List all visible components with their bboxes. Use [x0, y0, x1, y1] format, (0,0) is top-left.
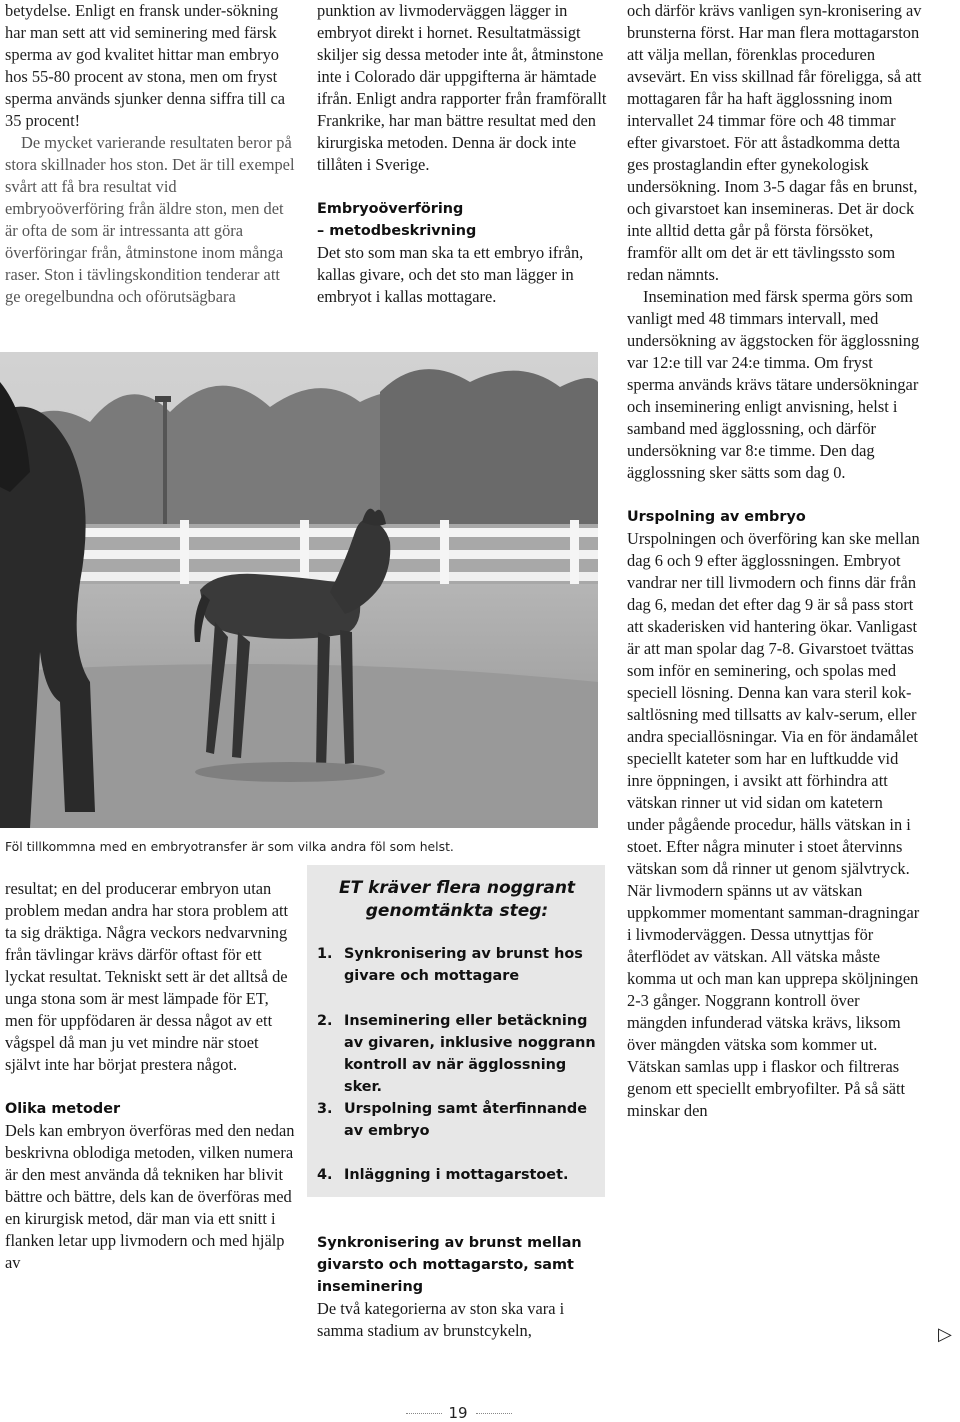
column-top-left [5, 0, 295, 308]
section-heading-line: Embryoöverföring [317, 201, 464, 217]
continue-arrow-icon: ▷ [938, 1324, 952, 1345]
section-heading-methods: Olika metoder [5, 1101, 121, 1117]
body-paragraph: resultat; en del producerar embryon utan problem medan andra har stora problem att ta sig dräktiga. Några veckors nedvarvning från tävlingar krävs därför oftast för ett lyckat resultat. Tekniskt sett är det alltså de unga stona som är mest lämpade för ET, men för uppfödaren är dessa något av ett vågspel då man ju vet mindre när stoet självt inte har börjat prestera något. [5, 879, 289, 1074]
fact-box-step [317, 1164, 599, 1186]
page-number: 19 [448, 1404, 468, 1422]
fact-box [307, 865, 605, 1197]
step-number: 2. [317, 1013, 333, 1029]
step-number: 1. [317, 946, 333, 962]
column-bottom-left [5, 878, 295, 1274]
body-paragraph: betydelse. Enligt en fransk under-sökning har man sett att vid seminering med färsk sperma av god kvalitet hittar man embryo hos 55-80 procent av stona, men om fryst sperma används sjunker denna siffra till ca 35 procent! [5, 1, 286, 130]
body-paragraph: Urspolningen och överföring kan ske mellan dag 6 och 9 efter ägglossningen. Embryot vandrar ner till livmodern och finns där från dag 6, medan det efter dag 9 är så pass stort att skaderisken vid hantering ökar. Vanligast är att man spolar dag 7-8. Givarstoet tvättas som inför en seminering, och spolas med speciell lösning. Denna kan vara steril kok-saltlösning med tillsatts av kalv-serum, eller andra speciallösningar. Via en för ändamålet speciellt kateter som har en luftkudde vid inre öppningen, i avsikt att förhindra att vätskan rinner ut vid sidan om katetern under pågående procedur, hälls vätskan in i stoet. Efter några minuter i stoet återvinns vätskan som då rinner ut genom självtryck. När livmodern spänns ut av vätskan uppkommer momentant samman-dragningar i livmoderväggen. Dessa utnyttjas för återflödet av vätskan. All vätska måste komma ut och man kan upprepa sköljningen 2-3 gånger. Noggrann kontroll över mängden infunderad vätska krävs, liksom över mängden vätska som kommer ut. Vätskan samlas upp i flaskor och filtreras genom ett speciellt embryofilter. På så sätt minskar den [627, 529, 920, 1120]
step-text: Synkronisering av brunst hos givare och mottagare [344, 946, 583, 984]
body-paragraph: De mycket varierande resultaten beror på stora skillnader hos ston. Det är till exempel svårt att få bra resultat vid embryoöverföring från äldre ston, men det är ofta de som är intressanta att göra överföringar från, åtminstone inom många raser. Ston i tävlingskondition tenderar att ge oregelbundna och oförutsägbara [5, 133, 295, 306]
section-heading-flushing: Urspolning av embryo [627, 509, 806, 525]
footer-rule-left [406, 1413, 442, 1414]
foal-photo [0, 352, 598, 828]
step-number: 4. [317, 1167, 333, 1183]
section-heading-line: – metodbeskrivning [317, 223, 477, 239]
column-top-middle [317, 0, 607, 308]
photo-caption: Föl tillkommna med en embryotransfer är som vilka andra föl som helst. [5, 839, 454, 854]
section-heading-synchronisation: Synkronisering av brunst mellan givarsto och mottagarsto, samt inseminering [317, 1235, 582, 1295]
step-text: Urspolning samt återfinnande av embryo [344, 1101, 587, 1139]
column-right [627, 0, 922, 1122]
fact-box-step [317, 1010, 599, 1098]
step-text: Inläggning i mottagarstoet. [344, 1167, 569, 1183]
fact-box-title: ET kräver flera noggrant genomtänkta steg: [338, 878, 576, 921]
body-paragraph: De två kategorierna av ston ska vara i samma stadium av brunstcykeln, [317, 1299, 565, 1340]
step-number: 3. [317, 1101, 333, 1117]
body-paragraph: Dels kan embryon överföras med den nedan beskrivna oblodiga metoden, vilken numera är den mest använda då tekniken har blivit bättre och bättre, dels kan de överföras med en kirurgisk metod, där man via ett snitt i flanken letar upp livmodern och med hjälp av [5, 1121, 295, 1272]
body-paragraph: Insemination med färsk sperma görs som vanligt med 48 timmars intervall, med undersökning av äggstocken för ägglossning var 12:e till var 24:e timma. Om fryst sperma används krävs tätare undersökningar och inseminering enligt anvisning, helst i samband med ägglossning, och därför undersökning var 8:e timme. Den dag ägglossning sker sätts som dag 0. [627, 287, 920, 482]
body-paragraph: Det sto som man ska ta ett embryo ifrån, kallas givare, och det sto man lägger in embryot i kallas mottagare. [317, 243, 584, 306]
fact-box-step [317, 943, 599, 987]
body-paragraph: punktion av livmoderväggen lägger in embryot direkt i hornet. Resultatmässigt skiljer sig dessa metoder inte åt, åtminstone inte i Colorado där uppgifterna är hämtade ifrån. Enligt andra rapporter från framförallt Frankrike, har man bättre resultat med den kirurgiska metoden. Denna är dock inte tillåten i Sverige. [317, 1, 607, 174]
body-paragraph: och därför krävs vanligen syn-kronisering av brunsterna först. Har man flera mottagarston att välja mellan, förenklas proceduren avsevärt. En viss skillnad får föreligga, så att mottagaren får ha haft ägglossning inom intervallet 24 timmar före och 48 timmar efter givarstoet. För att åstadkomma detta ges prostaglandin efter gynekologisk undersökning. Inom 3-5 dagar fås en brunst, och givarstoet kan insemineras. Det är dock inte alltid detta går på första försöket, framför allt om det är ett tävlingssto som redan nämnts. [627, 1, 922, 284]
section-heading-method [317, 198, 607, 242]
foal-photo-image [0, 352, 598, 828]
footer-rule-right [476, 1413, 512, 1414]
step-text: Inseminering eller betäckning av givaren, inklusive noggrann kontroll av när ägglossning sker. [344, 1013, 596, 1095]
fact-box-step [317, 1098, 599, 1142]
column-bottom-middle [317, 1232, 607, 1342]
